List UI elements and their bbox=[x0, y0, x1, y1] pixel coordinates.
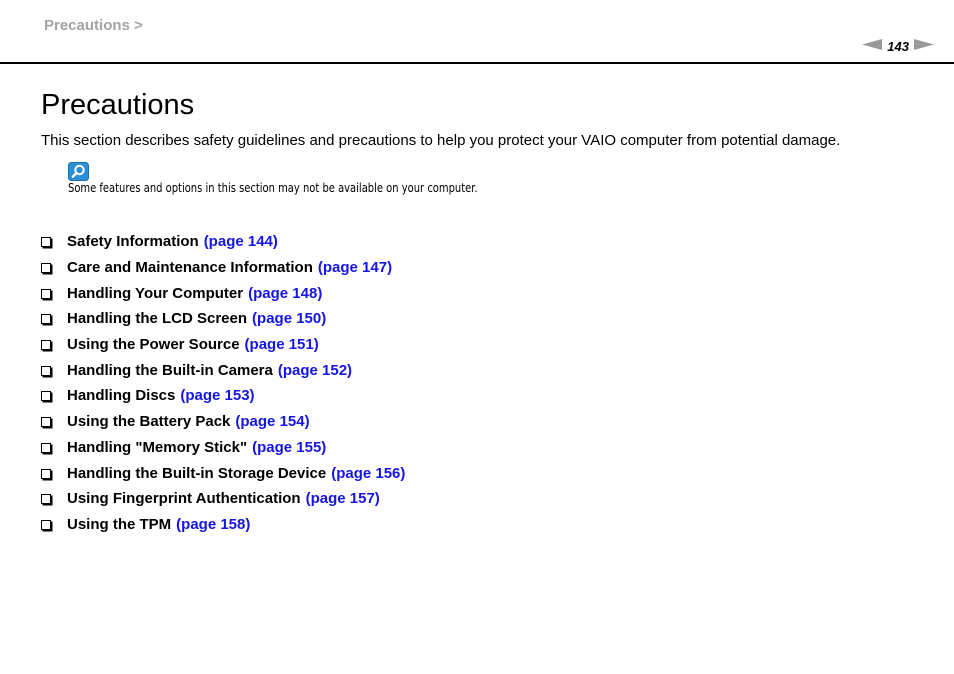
toc-item-label: Handling the Built-in Camera bbox=[67, 361, 273, 379]
toc-item-label: Using the TPM bbox=[67, 515, 172, 533]
section-toc-list bbox=[41, 229, 405, 537]
toc-page-link[interactable]: (page 157) bbox=[305, 490, 380, 508]
checkbox-bullet-icon bbox=[41, 417, 51, 427]
checkbox-bullet-icon bbox=[41, 443, 51, 453]
toc-page-link[interactable]: (page 152) bbox=[277, 361, 353, 379]
toc-page-link[interactable]: (page 144) bbox=[203, 233, 278, 251]
toc-item-label: Handling Your Computer bbox=[67, 284, 244, 302]
checkbox-bullet-icon bbox=[41, 366, 51, 376]
checkbox-bullet-icon bbox=[41, 391, 51, 401]
page-number: 143 bbox=[887, 38, 909, 54]
list-item bbox=[41, 229, 405, 255]
page-navigation bbox=[862, 37, 934, 55]
toc-page-link[interactable]: (page 151) bbox=[244, 336, 319, 354]
toc-item-label: Handling Discs bbox=[67, 387, 176, 405]
toc-item-label: Safety Information bbox=[67, 233, 199, 251]
list-item bbox=[41, 280, 405, 306]
toc-item-label: Handling the LCD Screen bbox=[67, 310, 248, 328]
checkbox-bullet-icon bbox=[41, 520, 51, 530]
toc-item-label: Using Fingerprint Authentication bbox=[67, 490, 301, 508]
toc-page-link[interactable]: (page 147) bbox=[317, 259, 393, 277]
checkbox-bullet-icon bbox=[41, 494, 51, 504]
intro-paragraph: This section describes safety guidelines and precautions to help you protect your VAIO computer from potential damage. bbox=[41, 132, 841, 149]
list-item bbox=[41, 512, 405, 538]
checkbox-bullet-icon bbox=[41, 314, 51, 324]
toc-page-link[interactable]: (page 156) bbox=[331, 464, 406, 482]
toc-item-label: Using the Power Source bbox=[67, 336, 240, 354]
toc-item-label: Handling "Memory Stick" bbox=[67, 438, 248, 456]
checkbox-bullet-icon bbox=[41, 340, 51, 350]
toc-page-link[interactable]: (page 150) bbox=[252, 310, 327, 328]
checkbox-bullet-icon bbox=[41, 263, 51, 273]
list-item bbox=[41, 460, 405, 486]
list-item bbox=[41, 435, 405, 461]
next-page-arrow-icon[interactable] bbox=[914, 37, 934, 55]
toc-page-link[interactable]: (page 148) bbox=[248, 284, 323, 302]
list-item bbox=[41, 306, 405, 332]
toc-page-link[interactable]: (page 154) bbox=[235, 413, 310, 431]
header-divider bbox=[0, 62, 954, 64]
toc-page-link[interactable]: (page 153) bbox=[180, 387, 255, 405]
toc-item-label: Care and Maintenance Information bbox=[67, 259, 313, 277]
toc-item-label: Handling the Built-in Storage Device bbox=[67, 464, 327, 482]
breadcrumb[interactable]: Precautions > bbox=[44, 17, 143, 34]
toc-page-link[interactable]: (page 158) bbox=[176, 515, 251, 533]
list-item bbox=[41, 409, 405, 435]
list-item bbox=[41, 486, 405, 512]
list-item bbox=[41, 332, 405, 358]
page-title: Precautions bbox=[41, 89, 195, 121]
list-item bbox=[41, 357, 405, 383]
checkbox-bullet-icon bbox=[41, 289, 51, 299]
list-item bbox=[41, 255, 405, 281]
checkbox-bullet-icon bbox=[41, 237, 51, 247]
toc-item-label: Using the Battery Pack bbox=[67, 413, 231, 431]
note-text: Some features and options in this section may not be available on your computer. bbox=[68, 181, 478, 195]
checkbox-bullet-icon bbox=[41, 469, 51, 479]
list-item bbox=[41, 383, 405, 409]
previous-page-arrow-icon[interactable] bbox=[862, 37, 882, 55]
toc-page-link[interactable]: (page 155) bbox=[252, 438, 327, 456]
magnifier-note-icon bbox=[68, 162, 89, 181]
